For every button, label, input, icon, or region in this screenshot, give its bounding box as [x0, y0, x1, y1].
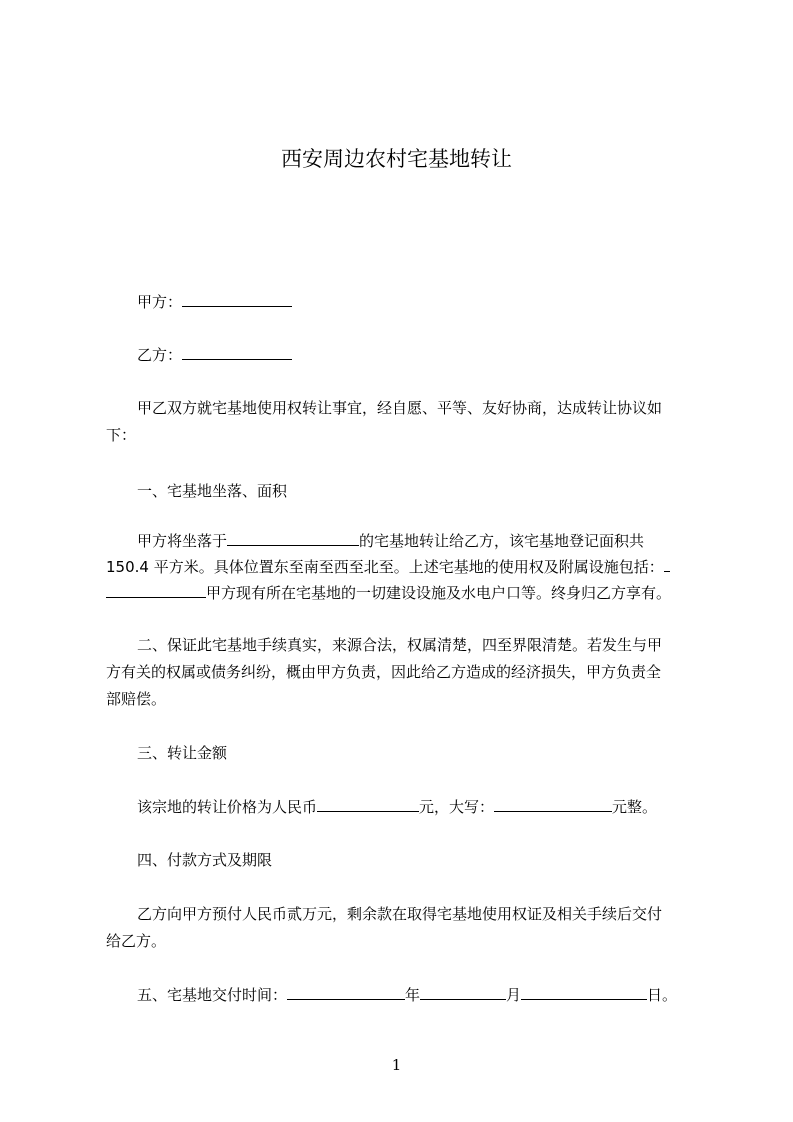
- day-blank: [521, 985, 647, 1000]
- section-1-line-2: [106, 557, 793, 577]
- month-blank: [420, 985, 506, 1000]
- price-label: 该宗地的转让价格为人民币: [137, 798, 318, 816]
- section-1-line-3: [106, 583, 793, 603]
- section-2-line-2: 方有关的权属或债务纠纷，概由甲方负责，因此给乙方造成的经济损失，甲方负责全: [106, 663, 662, 681]
- s1-text-c: 150.4 平方米。具体位置东至南至西至北至。上述宅基地的使用权及附属设施包括：: [106, 558, 664, 576]
- section-1-line-1: [137, 531, 793, 551]
- s1-text-d: 甲方现有所在宅基地的一切建设设施及水电户口等。终身归乙方享有。: [206, 584, 672, 602]
- price-number-blank: [317, 797, 419, 812]
- party-a-label: 甲方：: [137, 293, 183, 311]
- section-5-line: [137, 985, 793, 1005]
- intro-line-1: 甲乙双方就宅基地使用权转让事宜，经自愿、平等、友好协商，达成转让协议如: [137, 399, 663, 417]
- section-2-line-3: 部赔偿。: [106, 690, 167, 708]
- party-b-label: 乙方：: [137, 346, 183, 364]
- price-words-blank: [494, 797, 612, 812]
- day-label: 日。: [647, 986, 678, 1004]
- s1-text-a: 甲方将坐落于: [137, 532, 228, 550]
- location-blank: [227, 531, 359, 546]
- price-suffix: 元整。: [612, 798, 658, 816]
- facilities-blank-start: [664, 557, 670, 572]
- party-b-line: [137, 345, 793, 365]
- section-4-line-1: 乙方向甲方预付人民币贰万元，剩余款在取得宅基地使用权证及相关手续后交付: [137, 905, 663, 923]
- section-3-body: [137, 797, 793, 817]
- year-blank: [287, 985, 405, 1000]
- section-3-heading: 三、转让金额: [137, 744, 228, 762]
- s1-text-b: 的宅基地转让给乙方，该宅基地登记面积共: [359, 532, 645, 550]
- document-title: 西安周边农村宅基地转让: [281, 147, 512, 171]
- month-label: 月: [506, 986, 522, 1004]
- price-words-label: 元，大写：: [419, 798, 495, 816]
- party-a-blank: [182, 292, 292, 307]
- delivery-label: 五、宅基地交付时间：: [137, 986, 288, 1004]
- section-4-line-2: 给乙方。: [106, 932, 167, 950]
- intro-line-2: 下：: [106, 426, 137, 444]
- facilities-blank: [106, 583, 206, 598]
- section-2-line-1: 二、保证此宅基地手续真实，来源合法，权属清楚，四至界限清楚。若发生与甲: [137, 636, 663, 654]
- year-label: 年: [405, 986, 421, 1004]
- section-4-heading: 四、付款方式及期限: [137, 851, 273, 869]
- party-a-line: [137, 292, 793, 312]
- section-1-heading: 一、宅基地坐落、面积: [137, 482, 288, 500]
- party-b-blank: [182, 345, 292, 360]
- page-number: 1: [391, 1056, 402, 1074]
